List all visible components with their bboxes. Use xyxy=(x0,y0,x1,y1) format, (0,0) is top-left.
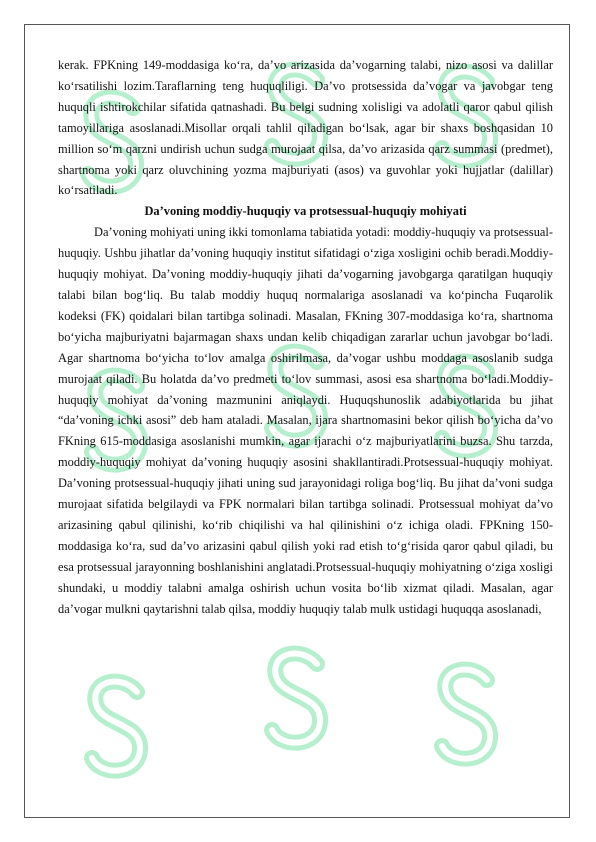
intro-paragraph: kerak. FPKning 149-moddasiga koʻra, daʼvo arizasida daʼvogarning talabi, nizo asosi va dalillar koʻrsatilishi lozim.Taraflarning teng huquqliligi. Daʼvo protsessida daʼvogar va javobgar teng huquqli ishtirokchilar sifatida qatnashadi. Bu belgi sudning xolisligi va adolatli qaror qabul qilish tamoyillariga asoslanadi.Misollar orqali tahlil qiladigan boʻlsak, agar bir shaxs boshqasidan 10 million soʻm qarzni undirish uchun sudga murojaat qilsa, daʼvo arizasida qarz summasi (predmet), shartnoma yoki qarz oluvchining yozma majburiyati (asos) va guvohlar yoki hujjatlar (dalillar) koʻrsatiladi. xyxy=(58,58,553,198)
document-body xyxy=(58,55,553,619)
section-heading: Daʼvoning moddiy-huquqiy va protsessual-huquqiy mohiyati xyxy=(144,204,467,219)
body-paragraph: Daʼvoning mohiyati uning ikki tomonlama tabiatida yotadi: moddiy-huquqiy va protsessual-huquqiy. Ushbu jihatlar daʼvoning huquqiy institut sifatidagi oʻziga xosligini ochib beradi.Moddiy-huquqiy mohiyat. Daʼvoning moddiy-huquqiy jihati daʼvogarning javobgarga qaratilgan huquqiy talabi bilan bogʻliq. Bu talab moddiy huquq normalariga asoslanadi va koʻpincha Fuqarolik kodeksi (FK) qoidalari bilan tartibga solinadi. Masalan, FKning 307-moddasiga koʻra, shartnoma boʻyicha majburiyatni bajarmagan shaxs undan kelib chiqadigan zararlar uchun javobgar boʻladi. Agar shartnoma boʻyicha toʻlov amalga oshirilmasa, daʼvogar ushbu moddaga asoslanib sudga murojaat qiladi. Bu holatda daʼvo predmeti toʻlov summasi, asosi esa shartnoma boʻladi.Moddiy-huquqiy mohiyat daʼvoning mazmunini aniqlaydi. Huquqshunoslik adabiyotlarida bu jihat “daʼvoning ichki asosi” deb ham ataladi. Masalan, ijara shartnomasini bekor qilish boʻyicha daʼvo FKning 615-moddasiga asoslanishi mumkin, agar ijarachi oʻz majburiyatlarini buzsa. Shu tarzda, moddiy-huquqiy mohiyat daʼvoning huquqiy asosini shakllantiradi.Protsessual-huquqiy mohiyat. Daʼvoning protsessual-huquqiy jihati uning sud jarayonidagi roliga bogʻliq. Bu jihat daʼvoni sudga murojaat sifatida belgilaydi va FPK normalari bilan tartibga solinadi. Protsessual mohiyat daʼvo arizasining qabul qilinishi, koʻrib chiqilishi va hal qilinishini oʻz ichiga oladi. FPKning 150-moddasiga koʻra, sud daʼvo arizasini qabul qilish yoki rad etish toʻgʻrisida qaror qabul qiladi, bu esa protsessual jarayonning boshlanishini anglatadi.Protsessual-huquqiy mohiyatning oʻziga xosligi shundaki, u moddiy talabni amalga oshirish uchun vosita boʻlib xizmat qiladi. Masalan, agar daʼvogar mulkni qaytarishni talab qilsa, moddiy huquqiy talab mulk ustidagi huquqqa asoslanadi, xyxy=(58,225,553,616)
